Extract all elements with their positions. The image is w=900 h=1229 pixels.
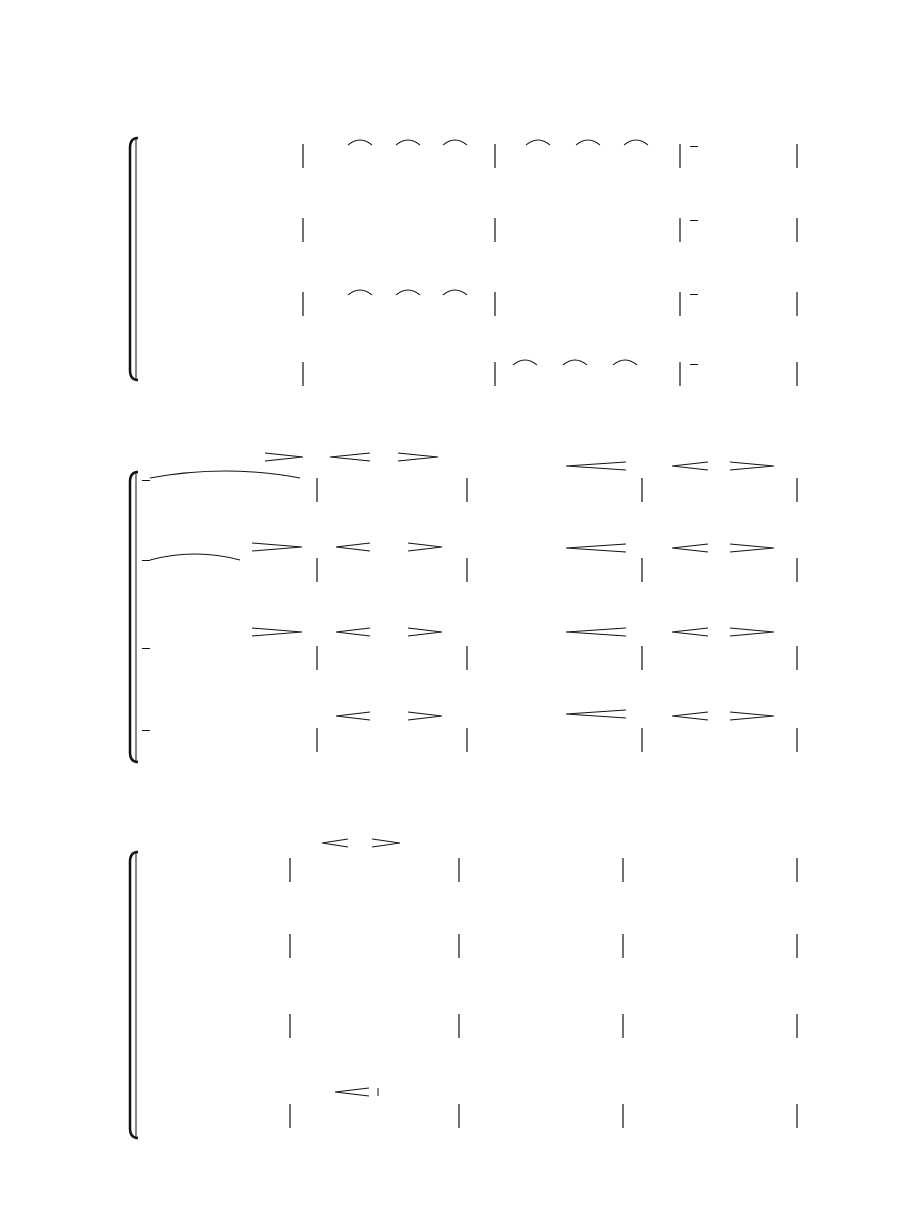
hairpin-decrescendo xyxy=(730,628,774,636)
hairpin-decrescendo xyxy=(730,462,774,470)
hairpin-decrescendo xyxy=(408,628,442,636)
hairpin-crescendo xyxy=(336,712,370,720)
slur-long xyxy=(150,471,300,478)
time-signature-line xyxy=(690,146,698,147)
system-brace xyxy=(130,852,138,1138)
hairpin-decrescendo xyxy=(730,544,774,552)
hairpin-crescendo xyxy=(672,628,708,636)
hairpin-crescendo xyxy=(335,1088,369,1096)
time-signature-line xyxy=(142,480,150,481)
time-signature-2-4 xyxy=(689,294,699,295)
hairpin-crescendo xyxy=(336,628,370,636)
hairpin-crescendo xyxy=(322,839,348,847)
slur xyxy=(526,140,550,145)
hairpin-decrescendo xyxy=(265,453,303,461)
time-signature-line xyxy=(690,220,698,221)
time-signature-4-4 xyxy=(141,560,151,561)
time-signature-4-4 xyxy=(141,480,151,481)
hairpin-decrescendo xyxy=(408,712,442,720)
time-signature-2-4 xyxy=(689,220,699,221)
time-signature-4-4 xyxy=(141,648,151,649)
slur xyxy=(563,360,587,365)
hairpin-crescendo xyxy=(566,544,626,552)
slur xyxy=(624,140,648,145)
slur xyxy=(443,290,467,295)
hairpin-crescendo xyxy=(330,453,370,461)
time-signature-line xyxy=(690,364,698,365)
slur-long xyxy=(150,554,240,560)
slur xyxy=(443,140,467,145)
time-signature-line xyxy=(142,560,150,561)
hairpin-decrescendo xyxy=(252,628,302,636)
slur xyxy=(576,140,600,145)
hairpin-decrescendo xyxy=(398,453,438,461)
system-brace xyxy=(130,138,138,380)
time-signature-line xyxy=(142,730,150,731)
hairpin-crescendo xyxy=(566,628,626,636)
slur xyxy=(396,140,420,145)
slur xyxy=(348,140,372,145)
hairpin-decrescendo xyxy=(372,839,400,847)
hairpin-decrescendo xyxy=(252,543,302,551)
time-signature-2-4 xyxy=(689,364,699,365)
hairpin-crescendo xyxy=(566,710,626,718)
hairpin-crescendo xyxy=(672,544,708,552)
hairpin-crescendo xyxy=(566,462,626,470)
slur xyxy=(513,360,537,365)
slur xyxy=(348,290,372,295)
system-brace xyxy=(130,472,138,762)
hairpin-crescendo xyxy=(672,712,708,720)
hairpin-crescendo xyxy=(336,543,370,551)
hairpin-decrescendo xyxy=(408,543,442,551)
slur xyxy=(396,290,420,295)
slur xyxy=(613,360,637,365)
hairpin-decrescendo xyxy=(730,712,774,720)
hairpin-crescendo xyxy=(672,462,708,470)
time-signature-line xyxy=(142,648,150,649)
time-signature-4-4 xyxy=(141,730,151,731)
time-signature-line xyxy=(690,294,698,295)
time-signature-2-4 xyxy=(689,146,699,147)
